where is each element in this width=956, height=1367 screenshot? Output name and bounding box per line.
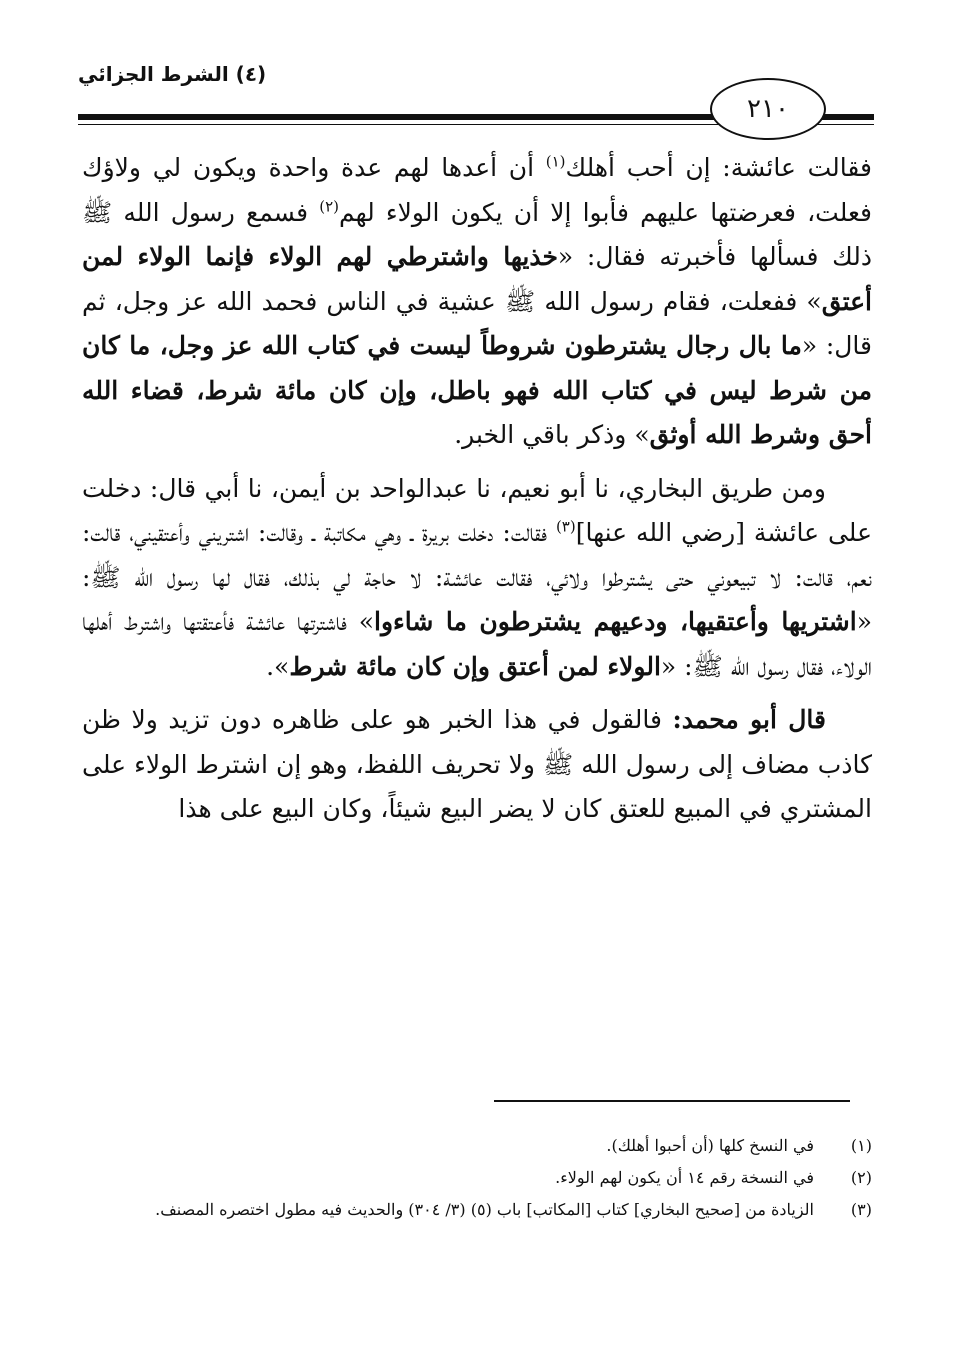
footnote-number: (١) [850, 1136, 872, 1155]
page-number-text: ٢١٠ [747, 94, 789, 124]
main-text [82, 146, 872, 832]
text-run: » فاشترتها عائشة فأعتقتها واشترط أهلها الولاء، فقال رسول الله ﷺ: « [82, 607, 872, 681]
footnote-2 [82, 1162, 872, 1194]
paragraph-1 [82, 146, 872, 458]
running-title: (٤) الشرط الجزائي [78, 62, 267, 86]
text-run: » وذكر باقي الخبر. [454, 420, 650, 449]
footnote-marker: (٢) [319, 197, 339, 216]
footnote-number: (٣) [850, 1200, 872, 1219]
text-run: ». [266, 651, 290, 681]
paragraph-3 [82, 698, 872, 832]
text-run: » ففعلت، فقام رسول الله ﷺ عشية في الناس فحمد الله عز وجل، ثم قال: « [82, 286, 872, 360]
quoted-hadith-text: ما بال رجال يشترطون شروطاً ليست في كتاب الله عز وجل، ما كان من شرط ليس في كتاب الله فهو باطل، وإن كان مائة شرط، قضاء الله أحق وشرط الله أوثق [82, 331, 872, 449]
footnote-number: (٢) [850, 1168, 872, 1187]
footnote-text: في النسخ كلها (أن أحبوا أهلك). [606, 1136, 814, 1155]
footnote-3 [82, 1194, 872, 1226]
quoted-hadith-text: قال أبو محمد: [672, 705, 826, 734]
footnote-text: في النسخة رقم ١٤ أن يكون لهم الولاء. [555, 1168, 814, 1187]
paragraph-2 [82, 467, 872, 690]
text-run: فقالت عائشة: إن أحب أهلك [565, 153, 872, 182]
text-run: فقالت: دخلت بريرة ـ وهي مكاتبة ـ وقالت: اشتريني وأعتقيني، قالت: نعم، قالت: لا تبيعوني حتى يشترطوا ولائي، فقالت عائشة: لا حاجة لي بذلك، فقال لها رسول الله ﷺ: « [82, 518, 872, 636]
text-run: فسمع رسول الله ﷺ ذلك فسألها فأخبرته فقال: « [82, 197, 872, 271]
footnote-separator [494, 1100, 850, 1102]
footnote-text: الزيادة من [صحيح البخاري] كتاب [المكاتب] باب (٥) (٣/ ٣٠٤) والحديث فيه مطول اختصره المصنف. [155, 1200, 814, 1219]
page-number [710, 78, 826, 140]
footnote-marker: (٣) [555, 517, 576, 536]
quoted-hadith-text: اشتريها وأعتقيها، ودعيهم يشترطون ما شاءوا [374, 607, 857, 636]
quoted-hadith-text: الولاء لمن أعتق وإن كان مائة شرط [289, 651, 661, 681]
text-run: ومن طريق البخاري، نا أبو نعيم، نا عبدالواحد بن أيمن، نا أبي قال: دخلت على عائشة [رضي الله عنها] [82, 473, 872, 547]
footnotes [82, 1130, 872, 1226]
text-run: أن أعدها لهم عدة واحدة ويكون لي ولاؤك فعلت، فعرضتها عليهم فأبوا إلا أن يكون الولاء لهم [82, 153, 872, 227]
text-run: فالقول في هذا الخبر هو على ظاهره دون تزيد ولا ظن كاذب مضاف إلى رسول الله ﷺ ولا تحريف اللفظ، وهو إن اشترط الولاء على المشتري في المبيع للعتق كان لا يضر البيع شيئاً، وكان البيع على هذا [82, 705, 872, 823]
quoted-hadith-text: خذيها واشترطي لهم الولاء فإنما الولاء لمن أعتق [82, 242, 872, 316]
footnote-1 [82, 1130, 872, 1162]
footnote-marker: (١) [545, 152, 566, 171]
